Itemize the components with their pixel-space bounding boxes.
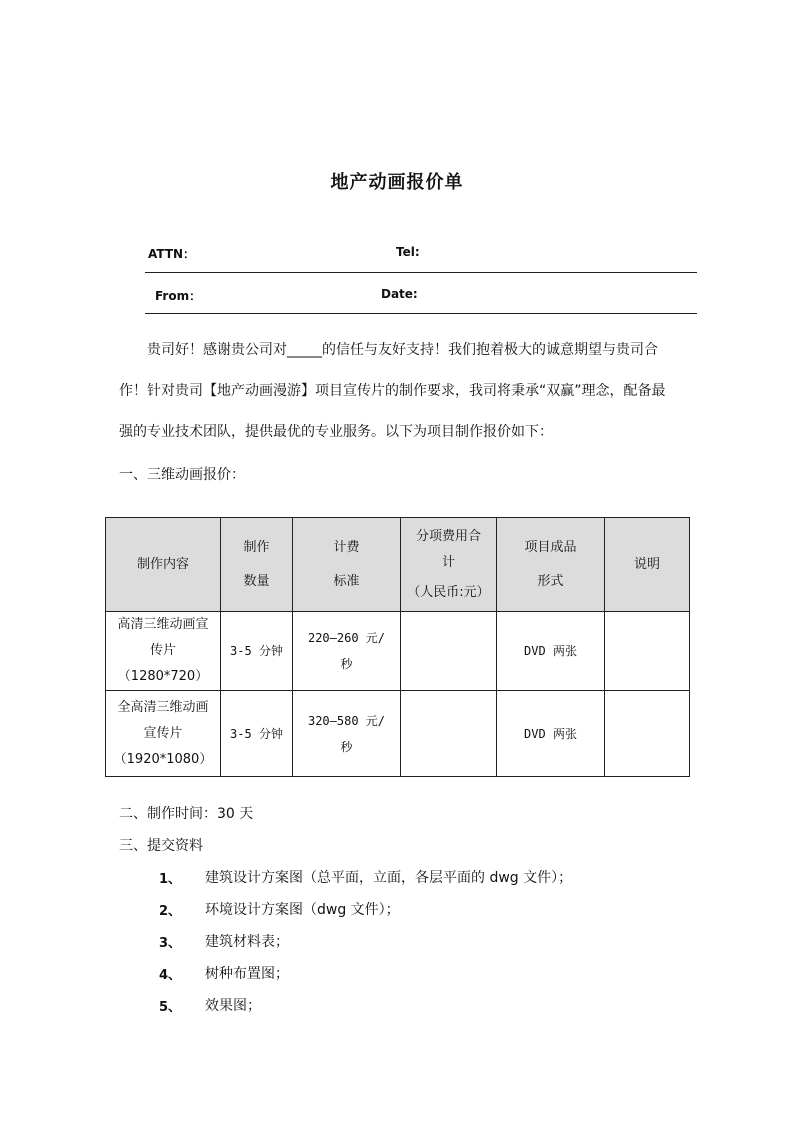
intro-line-1: 贵司好！感谢贵公司对_____的信任与友好支持！我们抱着极大的诚意期望与贵司合 <box>147 342 658 358</box>
section-3-heading: 三、提交资料 <box>119 838 203 854</box>
cell-subtotal <box>401 691 497 777</box>
date-label: Date: <box>381 287 418 301</box>
material-number: 5、 <box>159 1000 182 1015</box>
material-number: 4、 <box>159 968 182 983</box>
cell-note <box>605 612 690 691</box>
material-number: 2、 <box>159 904 182 919</box>
material-item: 树种布置图； <box>205 966 289 982</box>
cell-note <box>605 691 690 777</box>
quote-table <box>105 517 690 777</box>
material-item: 建筑材料表； <box>205 934 289 950</box>
header-divider-top <box>145 272 697 273</box>
table-header-row <box>106 518 690 612</box>
section-2-heading: 二、制作时间：30 天 <box>119 806 254 822</box>
header-quantity: 制作 数量 <box>221 518 293 612</box>
intro-line-2: 作！针对贵司【地产动画漫游】项目宣传片的制作要求，我司将秉承“双赢”理念，配备最 <box>119 383 666 399</box>
cell-content: 高清三维动画宣 传片（1280*720） <box>106 612 221 691</box>
tel-label: Tel: <box>396 245 420 259</box>
from-label: From： <box>155 289 202 303</box>
header-rate: 计费 标准 <box>293 518 401 612</box>
table-row <box>106 691 690 777</box>
header-content: 制作内容 <box>106 518 221 612</box>
header-note: 说明 <box>605 518 690 612</box>
cell-format: DVD 两张 <box>497 691 605 777</box>
material-item: 建筑设计方案图（总平面，立面，各层平面的 dwg 文件）； <box>205 870 573 886</box>
cell-format: DVD 两张 <box>497 612 605 691</box>
header-subtotal: 分项费用合 计 （人民币:元） <box>401 518 497 612</box>
header-format: 项目成品 形式 <box>497 518 605 612</box>
table-row <box>106 612 690 691</box>
attn-label: ATTN： <box>148 247 196 261</box>
cell-quantity: 3-5 分钟 <box>221 691 293 777</box>
material-number: 1、 <box>159 872 182 887</box>
cell-rate: 320—580 元/ 秒 <box>293 691 401 777</box>
section-1-heading: 一、三维动画报价： <box>119 467 245 483</box>
material-item: 效果图； <box>205 998 261 1014</box>
cell-quantity: 3-5 分钟 <box>221 612 293 691</box>
cell-content: 全高清三维动画 宣传片 （1920*1080） <box>106 691 221 777</box>
header-divider-bottom <box>145 313 697 314</box>
material-item: 环境设计方案图（dwg 文件）； <box>205 902 400 918</box>
cell-rate: 220—260 元/ 秒 <box>293 612 401 691</box>
material-number: 3、 <box>159 936 182 951</box>
document-title: 地产动画报价单 <box>330 172 464 193</box>
intro-line-3: 强的专业技术团队，提供最优的专业服务。以下为项目制作报价如下： <box>119 424 553 440</box>
cell-subtotal <box>401 612 497 691</box>
